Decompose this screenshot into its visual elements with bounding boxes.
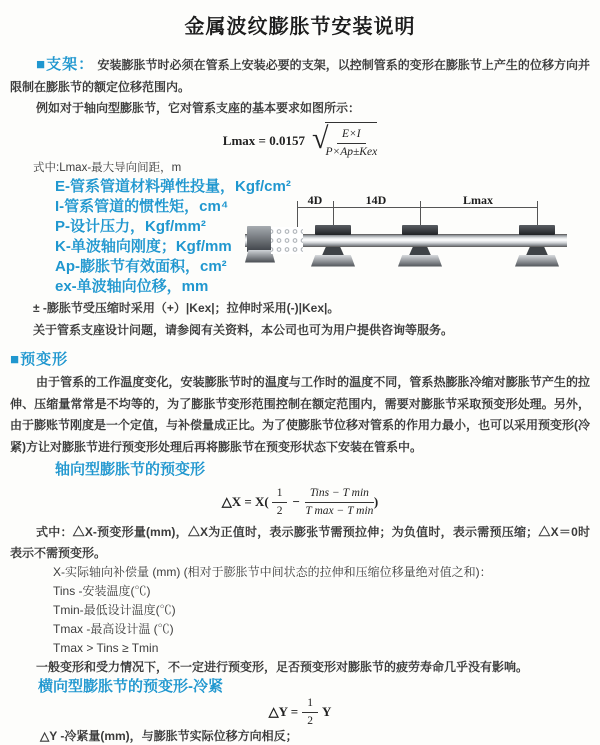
- support-neck: [322, 247, 344, 256]
- definition-line: K-单波轴向刚度；Kgf/mm: [55, 238, 232, 255]
- dim-label-lmax: Lmax: [463, 192, 493, 207]
- one-half-fraction: [272, 486, 288, 518]
- pipe-support-diagram: [245, 192, 567, 276]
- fraction-numerator: E×I: [337, 127, 366, 143]
- preform-section-heading: [10, 350, 590, 370]
- one-half-fraction: [302, 696, 318, 728]
- pipe-support: [515, 225, 559, 267]
- support-section-label: [36, 56, 94, 73]
- definition-line: 式中:Lmax-最大导向间距，m: [33, 161, 182, 174]
- definition-line: E-管系管道材料弹性投量，Kgf/cm²: [55, 178, 291, 195]
- fraction-numerator: Tins − T min: [305, 486, 374, 502]
- definition-line: I-管系管道的惯性矩，cm⁴: [55, 198, 229, 215]
- support-neck: [526, 247, 548, 256]
- definition-line-plusminus: ± -膨胀节受压缩时采用（+）|Kex|；拉伸时采用(-)|Kex|。: [33, 301, 340, 315]
- preform-heading-text: 预变形: [20, 351, 69, 368]
- radical-sign: √: [311, 121, 329, 155]
- square-bullet-icon: ■: [36, 56, 47, 73]
- fraction-denominator: T max − T min: [305, 504, 374, 517]
- support-foot: [311, 255, 355, 267]
- lateral-note: △Y -冷紧量(mm)，与膨胀节实际位移方向相反；: [40, 729, 298, 743]
- definition-line: Tmax > Tins ≥ Tmin: [53, 641, 159, 655]
- preform-paragraph: 由于管系的工作温度变化，安装膨胀节时的温度与工作时的温度不同，管系热膨胀冷缩对膨胀节产生的拉伸、压缩量常常是不均等的，为了膨胀节变形范围控制在额定范围内，需要对膨胀节采取预变形处理。另外，由于膨账节刚度是一个定值，与补偿量成正比。为了使膨胀节位移对管系的作用力最小，也可以采用预变形(冷紧)方让对膨胀节进行预变形处理后再将膨胀节在预变形状态下安装在管系中。: [10, 375, 591, 454]
- support-intro-text: 安装膨胀节时必须在管系上安装必要的支架，以控制管系的变形在膨胀节上产生的位移方向并限制在膨胀节的额定位移范围内。: [10, 58, 590, 94]
- service-note: 关于管系支座设计问题，请参阅有关资料，本公司也可为用户提供咨询等服务。: [33, 323, 454, 337]
- pipe-support: [311, 225, 355, 267]
- formula-lmax-lhs: Lmax = 0.0157: [222, 132, 305, 148]
- support-clamp: [402, 225, 438, 235]
- axial-preform-heading: 轴向型膨胀节的预变形: [55, 461, 206, 478]
- dim-label-14d: 14D: [365, 192, 387, 207]
- definition-line: Ap-膨胀节有效面积，cm²: [55, 258, 227, 275]
- fraction-numerator: 1: [302, 696, 318, 712]
- support-foot: [398, 255, 442, 267]
- radicand: [325, 122, 377, 159]
- axial-explain-paragraph: 式中：△X-预变形量(mm)，△X为正值时，表示膨张节需预拉伸；为负值时，表示需预压缩；△X＝0时表示不需预变形。: [10, 525, 590, 560]
- fraction-denominator: 2: [307, 714, 313, 727]
- definitions-and-diagram: [10, 160, 590, 342]
- axial-note: 一般变形和受力情况下，不一定进行预变形，足否预变形对膨胀节的疲劳寿命几乎没有影响。: [36, 660, 529, 674]
- definition-line: Tmin-最低设计温度(℃): [53, 603, 176, 617]
- support-example-line: 例如对于轴向型膨胀节，它对管系支座的基本要求如图所示：: [36, 101, 361, 115]
- pipe-support: [398, 225, 442, 267]
- bellows-expansion-joint: [271, 227, 303, 254]
- definition-line: P-设计压力，Kgf/mm²: [55, 218, 206, 235]
- formula-lateral-lhs: △Y =: [268, 704, 299, 719]
- support-clamp: [519, 225, 555, 235]
- fraction-denominator: 2: [276, 504, 283, 517]
- lateral-preform-heading: 横向型膨胀节的预变形-冷紧: [38, 678, 223, 695]
- formula-lateral-preform: [10, 699, 590, 725]
- formula-axial-rhs: ): [373, 494, 379, 509]
- fraction-denominator: P×Ap±Kex: [325, 145, 378, 158]
- support-neck: [409, 247, 431, 256]
- definition-line: ex-单波轴向位移，mm: [55, 278, 209, 295]
- definition-line: Tins -安装温度(℃): [53, 584, 151, 598]
- definition-line: Tmax -最高设计温 (℃): [53, 622, 174, 636]
- doc-title: 金属波纹膨胀节安装说明: [184, 16, 416, 38]
- dim-label-4d: 4D: [307, 192, 323, 207]
- temperature-fraction: [305, 486, 374, 518]
- axial-definitions: [10, 563, 590, 658]
- formula-axial-lhs: △X = X(: [221, 494, 269, 509]
- fraction-numerator: 1: [272, 486, 288, 502]
- formula-lateral-rhs: Y: [321, 704, 332, 719]
- definition-line: X-实际轴向补偿量 (mm) (相对于膨胀节中间状态的拉伸和压缩位移量绝对值之和)：: [53, 565, 492, 579]
- support-clamp: [315, 225, 351, 235]
- support-foot: [515, 255, 559, 267]
- support-heading-text: 支架：: [46, 56, 95, 73]
- support-intro-paragraph: [10, 54, 590, 98]
- formula-axial-preform: [10, 485, 590, 519]
- minus-sign: −: [292, 494, 300, 509]
- formula-lmax: [10, 121, 590, 158]
- square-bullet-icon: ■: [10, 351, 21, 368]
- fixed-anchor: [247, 226, 271, 252]
- radicand-fraction: [325, 127, 377, 159]
